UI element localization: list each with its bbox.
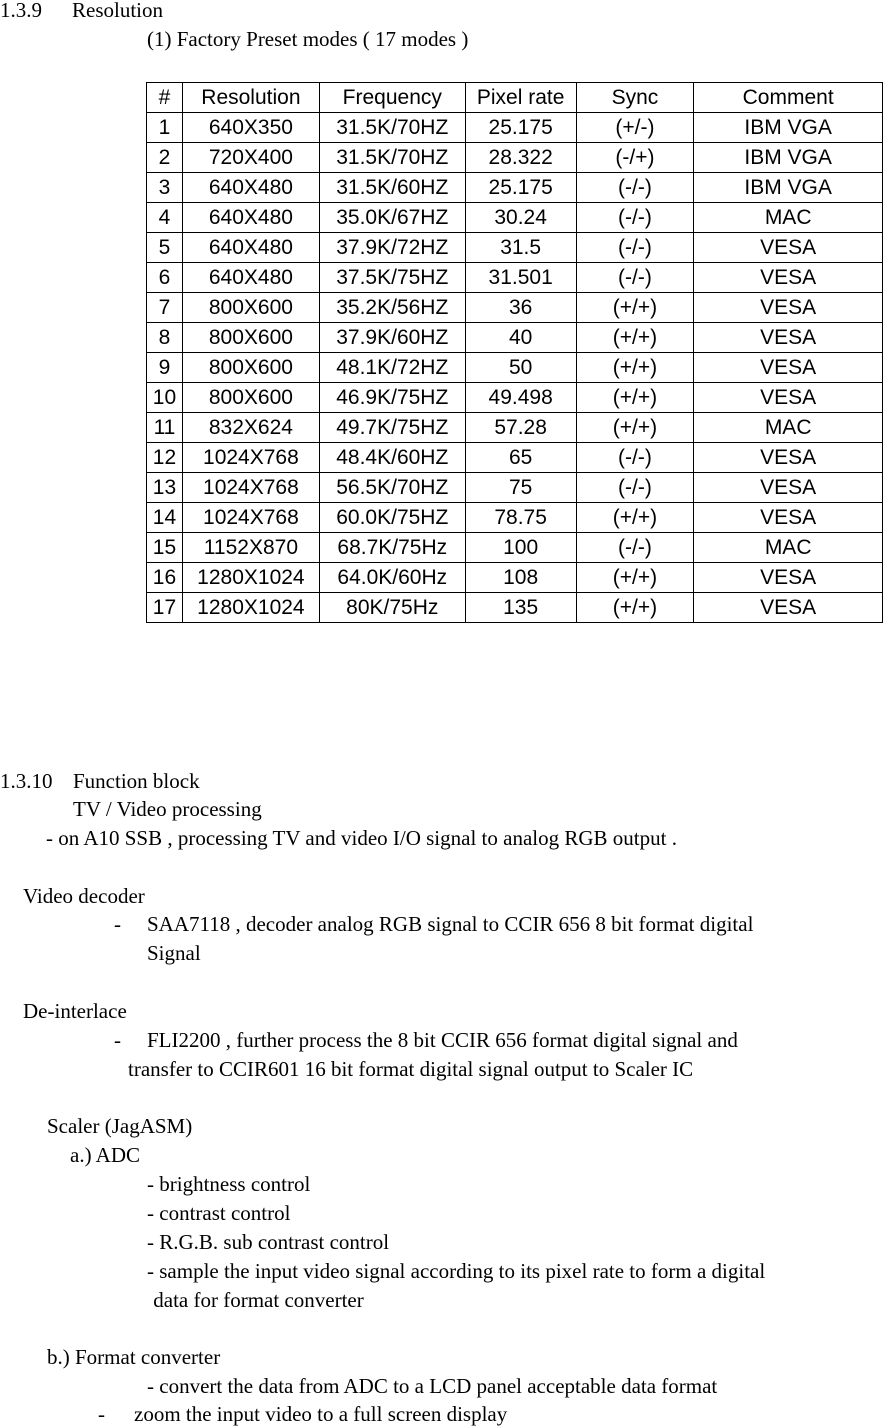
table-cell: MAC: [694, 203, 883, 233]
format-converter-dash: -: [98, 1402, 105, 1426]
column-header: Resolution: [182, 83, 319, 113]
table-row: [147, 293, 883, 323]
table-cell: 37.5K/75HZ: [319, 263, 465, 293]
table-cell: VESA: [694, 293, 883, 323]
table-cell: 100: [465, 533, 576, 563]
table-cell: 28.322: [465, 143, 576, 173]
table-cell: (+/+): [576, 503, 694, 533]
table-row: [147, 503, 883, 533]
table-cell: 14: [147, 503, 183, 533]
table-cell: 46.9K/75HZ: [319, 383, 465, 413]
table-cell: 56.5K/70HZ: [319, 473, 465, 503]
table-cell: 135: [465, 593, 576, 623]
table-cell: 4: [147, 203, 183, 233]
table-cell: 31.501: [465, 263, 576, 293]
table-cell: 800X600: [182, 353, 319, 383]
table-cell: 9: [147, 353, 183, 383]
table-cell: 31.5K/70HZ: [319, 113, 465, 143]
table-cell: (+/+): [576, 593, 694, 623]
factory-preset-subtitle: (1) Factory Preset modes ( 17 modes ): [147, 27, 469, 51]
column-header: Sync: [576, 83, 694, 113]
table-cell: 37.9K/60HZ: [319, 323, 465, 353]
table-cell: (-/+): [576, 143, 694, 173]
table-row: [147, 173, 883, 203]
deinterlace-line-2: transfer to CCIR601 16 bit format digital signal output to Scaler IC: [128, 1057, 694, 1081]
table-cell: VESA: [694, 353, 883, 383]
table-cell: VESA: [694, 383, 883, 413]
table-cell: VESA: [694, 503, 883, 533]
tv-video-heading: TV / Video processing: [73, 797, 262, 821]
table-cell: 25.175: [465, 113, 576, 143]
table-cell: 37.9K/72HZ: [319, 233, 465, 263]
table-cell: VESA: [694, 473, 883, 503]
table-cell: (-/-): [576, 203, 694, 233]
table-cell: (-/-): [576, 173, 694, 203]
table-cell: 57.28: [465, 413, 576, 443]
section-title-resolution: Resolution: [72, 0, 164, 22]
table-row: [147, 443, 883, 473]
table-cell: 60.0K/75HZ: [319, 503, 465, 533]
scaler-heading: Scaler (JagASM): [47, 1114, 193, 1138]
table-cell: 36: [465, 293, 576, 323]
table-cell: 13: [147, 473, 183, 503]
table-cell: 49.7K/75HZ: [319, 413, 465, 443]
table-cell: VESA: [694, 443, 883, 473]
format-converter-item-2: zoom the input video to a full screen display: [134, 1402, 508, 1426]
table-cell: 65: [465, 443, 576, 473]
adc-item: - contrast control: [147, 1201, 291, 1225]
table-cell: 30.24: [465, 203, 576, 233]
format-converter-heading: b.) Format converter: [47, 1345, 221, 1369]
table-cell: 15: [147, 533, 183, 563]
table-cell: (+/+): [576, 353, 694, 383]
column-header: Frequency: [319, 83, 465, 113]
adc-item: data for format converter: [148, 1288, 364, 1312]
table-cell: 75: [465, 473, 576, 503]
table-cell: 10: [147, 383, 183, 413]
table-cell: 108: [465, 563, 576, 593]
table-cell: (+/-): [576, 113, 694, 143]
table-cell: 16: [147, 563, 183, 593]
table-row: [147, 413, 883, 443]
column-header: #: [147, 83, 183, 113]
table-cell: 5: [147, 233, 183, 263]
table-cell: 800X600: [182, 383, 319, 413]
table-cell: 68.7K/75Hz: [319, 533, 465, 563]
table-cell: IBM VGA: [694, 173, 883, 203]
column-header: Pixel rate: [465, 83, 576, 113]
table-cell: 80K/75Hz: [319, 593, 465, 623]
preset-modes-table: [146, 82, 883, 623]
table-row: [147, 473, 883, 503]
table-cell: 3: [147, 173, 183, 203]
table-cell: 8: [147, 323, 183, 353]
table-cell: 2: [147, 143, 183, 173]
table-cell: VESA: [694, 233, 883, 263]
table-row: [147, 383, 883, 413]
deinterlace-heading: De-interlace: [23, 999, 127, 1023]
table-cell: 1280X1024: [182, 593, 319, 623]
table-cell: 64.0K/60Hz: [319, 563, 465, 593]
adc-item: - brightness control: [147, 1172, 311, 1196]
table-cell: 720X400: [182, 143, 319, 173]
table-cell: 49.498: [465, 383, 576, 413]
table-row: [147, 563, 883, 593]
table-cell: MAC: [694, 413, 883, 443]
table-cell: 11: [147, 413, 183, 443]
section-title-function-block: Function block: [73, 769, 200, 793]
table-cell: 1024X768: [182, 473, 319, 503]
table-cell: 1152X870: [182, 533, 319, 563]
table-cell: 25.175: [465, 173, 576, 203]
table-cell: (-/-): [576, 263, 694, 293]
table-row: [147, 203, 883, 233]
table-row: [147, 323, 883, 353]
video-decoder-heading: Video decoder: [23, 884, 145, 908]
table-cell: 31.5K/60HZ: [319, 173, 465, 203]
table-cell: 800X600: [182, 323, 319, 353]
deinterlace-line-1: FLI2200 , further process the 8 bit CCIR 656 format digital signal and: [147, 1028, 738, 1052]
table-cell: 640X350: [182, 113, 319, 143]
section-number-1-3-10: 1.3.10: [0, 769, 53, 793]
video-decoder-line-1: SAA7118 , decoder analog RGB signal to CCIR 656 8 bit format digital: [147, 912, 754, 936]
table-cell: (+/+): [576, 563, 694, 593]
table-cell: 40: [465, 323, 576, 353]
table-row: [147, 353, 883, 383]
table-cell: 35.2K/56HZ: [319, 293, 465, 323]
table-cell: 7: [147, 293, 183, 323]
table-cell: (-/-): [576, 533, 694, 563]
tv-video-description: - on A10 SSB , processing TV and video I/O signal to analog RGB output .: [46, 826, 677, 850]
table-cell: 832X624: [182, 413, 319, 443]
format-converter-item-1: - convert the data from ADC to a LCD panel acceptable data format: [147, 1374, 718, 1398]
table-cell: 50: [465, 353, 576, 383]
table-cell: 31.5: [465, 233, 576, 263]
column-header: Comment: [694, 83, 883, 113]
table-cell: (-/-): [576, 473, 694, 503]
table-cell: 78.75: [465, 503, 576, 533]
video-decoder-line-2: Signal: [147, 941, 201, 965]
table-cell: (+/+): [576, 413, 694, 443]
table-cell: 1024X768: [182, 443, 319, 473]
section-number-1-3-9: 1.3.9: [0, 0, 42, 22]
table-row: [147, 143, 883, 173]
table-cell: 1: [147, 113, 183, 143]
table-cell: 800X600: [182, 293, 319, 323]
table-cell: 17: [147, 593, 183, 623]
table-cell: 640X480: [182, 173, 319, 203]
table-row: [147, 533, 883, 563]
table-cell: VESA: [694, 593, 883, 623]
table-cell: 48.1K/72HZ: [319, 353, 465, 383]
table-cell: 6: [147, 263, 183, 293]
table-cell: MAC: [694, 533, 883, 563]
table-header-row: [147, 83, 883, 113]
table-body: [147, 113, 883, 623]
table-cell: (-/-): [576, 443, 694, 473]
table-cell: 35.0K/67HZ: [319, 203, 465, 233]
table-cell: VESA: [694, 563, 883, 593]
table-row: [147, 593, 883, 623]
table-cell: (-/-): [576, 233, 694, 263]
table-row: [147, 233, 883, 263]
table-cell: 1024X768: [182, 503, 319, 533]
table-cell: 31.5K/70HZ: [319, 143, 465, 173]
video-decoder-dash: -: [114, 912, 121, 936]
table-cell: 12: [147, 443, 183, 473]
table-cell: (+/+): [576, 383, 694, 413]
adc-heading: a.) ADC: [70, 1143, 140, 1167]
table-row: [147, 113, 883, 143]
table-cell: VESA: [694, 323, 883, 353]
adc-item: - sample the input video signal according to its pixel rate to form a digital: [147, 1259, 766, 1283]
table-cell: 640X480: [182, 233, 319, 263]
adc-item: - R.G.B. sub contrast control: [147, 1230, 390, 1254]
table-cell: (+/+): [576, 323, 694, 353]
table-cell: IBM VGA: [694, 113, 883, 143]
table-cell: VESA: [694, 263, 883, 293]
table-cell: (+/+): [576, 293, 694, 323]
table-cell: IBM VGA: [694, 143, 883, 173]
table-row: [147, 263, 883, 293]
table-cell: 1280X1024: [182, 563, 319, 593]
table-cell: 640X480: [182, 203, 319, 233]
table-cell: 640X480: [182, 263, 319, 293]
table-cell: 48.4K/60HZ: [319, 443, 465, 473]
deinterlace-dash: -: [114, 1028, 121, 1052]
